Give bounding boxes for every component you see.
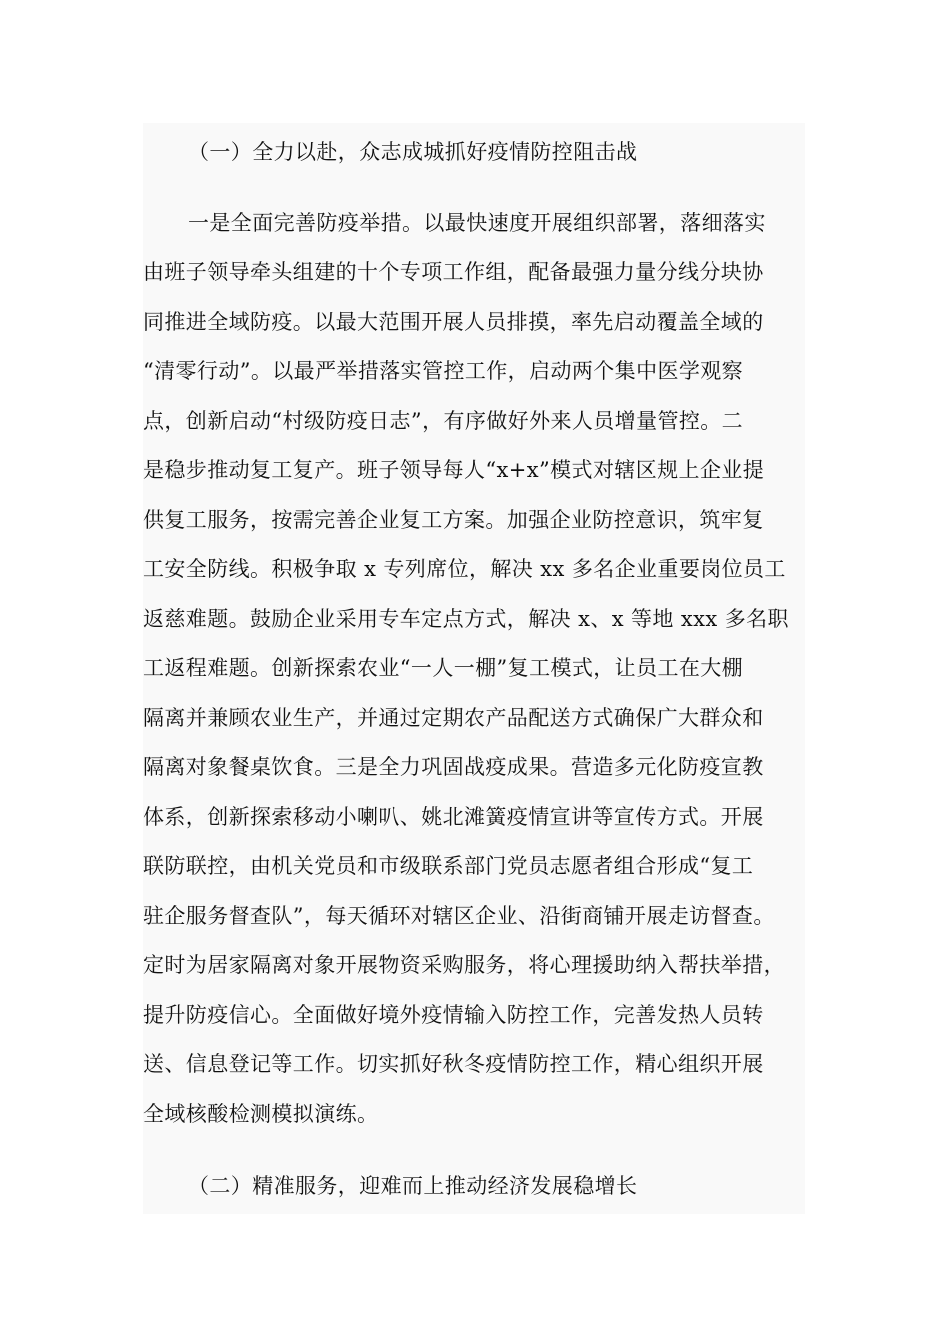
paragraph-line: 工返程难题。创新探索农业“一人一棚”复工模式，让员工在大棚 [143, 656, 744, 680]
paragraph-line: 驻企服务督查队”，每天循环对辖区企业、沿街商铺开展走访督查。 [143, 904, 775, 928]
section-heading-1: （一）全力以赴，众志成城抓好疫情防控阻击战 [188, 140, 638, 164]
paragraph-line: 同推进全域防疫。以最大范围开展人员排摸，率先启动覆盖全域的 [143, 310, 764, 334]
paragraph-line: 工安全防线。积极争取 x 专列席位，解决 xx 多名企业重要岗位员工 [143, 557, 786, 581]
document-body [143, 123, 805, 1214]
paragraph-line: 返慈难题。鼓励企业采用专车定点方式，解决 x、x 等地 xxx 多名职 [143, 607, 789, 631]
section-heading-2: （二）精准服务，迎难而上推动经济发展稳增长 [188, 1174, 638, 1198]
paragraph-line: 体系，创新探索移动小喇叭、姚北滩簧疫情宣讲等宣传方式。开展 [143, 805, 764, 829]
paragraph-line: 点，创新启动“村级防疫日志”，有序做好外来人员增量管控。二 [143, 409, 744, 433]
paragraph-line: 提升防疫信心。全面做好境外疫情输入防控工作，完善发热人员转 [143, 1003, 764, 1027]
paragraph-line: 供复工服务，按需完善企业复工方案。加强企业防控意识，筑牢复 [143, 508, 764, 532]
paragraph-line: 全域核酸检测模拟演练。 [143, 1102, 379, 1126]
paragraph-line: 由班子领导牵头组建的十个专项工作组，配备最强力量分线分块协 [143, 260, 764, 284]
paragraph-line: 隔离并兼顾农业生产，并通过定期农产品配送方式确保广大群众和 [143, 706, 764, 730]
paragraph-line: 是稳步推动复工复产。班子领导每人“x+x”模式对辖区规上企业提 [143, 458, 765, 482]
paragraph-line: 隔离对象餐桌饮食。三是全力巩固战疫成果。营造多元化防疫宣教 [143, 755, 764, 779]
paragraph-line: 送、信息登记等工作。切实抓好秋冬疫情防控工作，精心组织开展 [143, 1052, 764, 1076]
paragraph-line: 联防联控，由机关党员和市级联系部门党员志愿者组合形成“复工 [143, 854, 754, 878]
paragraph-line: “清零行动”。以最严举措落实管控工作，启动两个集中医学观察 [143, 359, 744, 383]
paragraph-line: 定时为居家隔离对象开展物资采购服务，将心理援助纳入帮扶举措， [143, 953, 785, 977]
paragraph-line: 一是全面完善防疫举措。以最快速度开展组织部署，落细落实 [188, 211, 766, 235]
